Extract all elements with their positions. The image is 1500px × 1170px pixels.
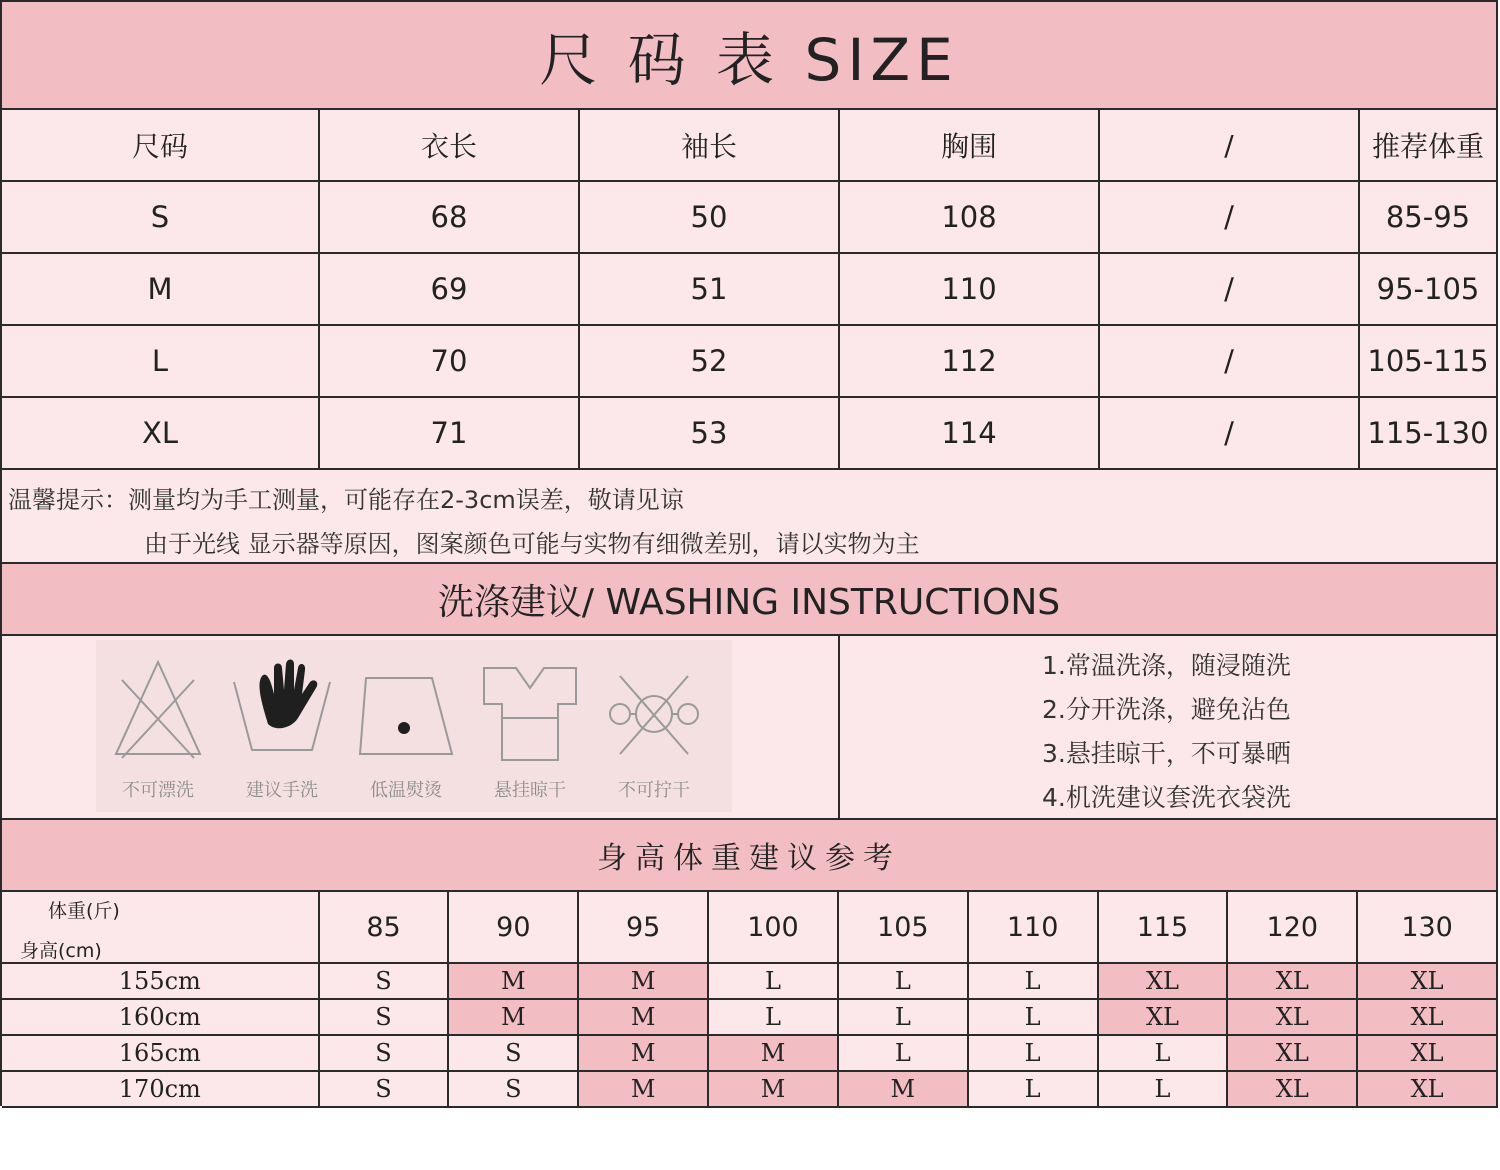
care-icons-strip — [96, 640, 732, 812]
care-icon-label: 建议手洗 — [246, 780, 318, 801]
note-line-2: 由于光线 显示器等原因，图案颜色可能与实物有细微差别，请以实物为主 — [144, 530, 920, 558]
length-cell: 70 — [320, 326, 580, 396]
care-icon-item — [468, 640, 592, 812]
size-header-cell: 尺码 — [2, 110, 320, 180]
care-icon-label: 悬挂晾干 — [494, 780, 566, 801]
recommended-size-cell: XL — [1358, 1000, 1496, 1034]
weight-column-header: 85 — [320, 892, 450, 962]
recommended-size-cell: M — [449, 964, 579, 998]
reference-corner-cell — [2, 892, 320, 962]
recommended-size-cell: M — [579, 1000, 709, 1034]
washing-tip: 4.机洗建议套洗衣袋洗 — [1042, 783, 1291, 812]
recommended-size-cell: L — [709, 1000, 839, 1034]
care-icon-label: 低温熨烫 — [370, 780, 442, 801]
blank-cell: / — [1100, 182, 1360, 252]
recommended-size-cell: XL — [1228, 964, 1358, 998]
size-table-row — [2, 182, 1498, 254]
recommended-size-cell: M — [449, 1000, 579, 1034]
recommended-size-cell: L — [969, 1000, 1099, 1034]
weight-column-header: 95 — [579, 892, 709, 962]
weight-column-header: 120 — [1228, 892, 1358, 962]
recommended-size-cell: M — [709, 1036, 839, 1070]
recommended-size-cell: XL — [1228, 1072, 1358, 1106]
recommended-size-cell: L — [709, 964, 839, 998]
recommended-size-cell: M — [839, 1072, 969, 1106]
size-cell: S — [2, 182, 320, 252]
recommended-size-cell: L — [969, 1036, 1099, 1070]
weight-axis-label: 体重(斤) — [48, 900, 120, 922]
hang-dry-icon — [480, 654, 580, 764]
sleeve-cell: 50 — [580, 182, 840, 252]
care-icon-item — [96, 640, 220, 812]
chest-cell: 110 — [840, 254, 1100, 324]
size-chart-title: 尺 码 表 SIZE — [539, 26, 959, 94]
size-chart-header — [2, 2, 1498, 110]
weight-column-header: 100 — [709, 892, 839, 962]
weight-cell: 105-115 — [1367, 344, 1489, 378]
care-icon-label: 不可漂洗 — [122, 780, 194, 801]
length-cell: 68 — [320, 182, 580, 252]
reference-row — [2, 1036, 1498, 1072]
recommended-size-cell: XL — [1358, 964, 1496, 998]
recommended-size-cell: XL — [1099, 964, 1229, 998]
size-cell: XL — [2, 398, 320, 468]
recommended-size-cell: L — [1099, 1036, 1229, 1070]
recommended-size-cell: L — [839, 1036, 969, 1070]
size-table-row — [2, 326, 1498, 398]
length-cell: 71 — [320, 398, 580, 468]
washing-tip: 1.常温洗涤，随浸随洗 — [1042, 651, 1291, 680]
recommended-size-cell: XL — [1358, 1072, 1496, 1106]
height-cell: 170cm — [2, 1072, 320, 1106]
care-icon-item — [220, 640, 344, 812]
size-table-header-row — [2, 110, 1498, 182]
chest-header-cell: 胸围 — [840, 110, 1100, 180]
recommended-size-cell: S — [449, 1036, 579, 1070]
recommended-size-cell: L — [839, 964, 969, 998]
chest-cell: 112 — [840, 326, 1100, 396]
measurement-notes — [2, 470, 1498, 564]
size-cell: L — [2, 326, 320, 396]
chest-cell: 114 — [840, 398, 1100, 468]
blank-header-cell: / — [1100, 110, 1360, 180]
recommended-size-cell: L — [1099, 1072, 1229, 1106]
weight-column-header: 130 — [1401, 911, 1453, 943]
washing-tips — [1042, 644, 1291, 820]
weight-column-header: 110 — [969, 892, 1099, 962]
care-icon-item — [592, 640, 716, 812]
recommended-size-cell: L — [839, 1000, 969, 1034]
no-bleach-icon — [108, 654, 208, 764]
washing-icons-panel — [2, 636, 840, 818]
sleeve-cell: 51 — [580, 254, 840, 324]
recommended-size-cell: L — [969, 1072, 1099, 1106]
blank-cell: / — [1100, 326, 1360, 396]
recommended-size-cell: M — [579, 964, 709, 998]
reference-row — [2, 964, 1498, 1000]
weight-column-header: 90 — [449, 892, 579, 962]
recommended-size-cell: M — [709, 1072, 839, 1106]
recommended-size-cell: XL — [1099, 1000, 1229, 1034]
sleeve-cell: 52 — [580, 326, 840, 396]
recommended-size-cell: S — [449, 1072, 579, 1106]
washing-section-title: 洗涤建议/ WASHING INSTRUCTIONS — [2, 564, 1498, 636]
weight-column-header: 105 — [839, 892, 969, 962]
washing-tip: 3.悬挂晾干，不可暴晒 — [1042, 739, 1291, 768]
chest-cell: 108 — [840, 182, 1100, 252]
weight-cell: 95-105 — [1376, 272, 1480, 306]
length-header-cell: 衣长 — [320, 110, 580, 180]
weight-column-header: 115 — [1099, 892, 1229, 962]
recommended-size-cell: S — [320, 964, 450, 998]
recommended-size-cell: M — [579, 1036, 709, 1070]
recommended-size-cell: M — [579, 1072, 709, 1106]
recommended-size-cell: XL — [1228, 1036, 1358, 1070]
blank-cell: / — [1100, 254, 1360, 324]
reference-section-title: 身高体重建议参考 — [2, 820, 1498, 892]
weight-cell: 115-130 — [1367, 416, 1489, 450]
recommended-size-cell: L — [969, 964, 1099, 998]
reference-row — [2, 1072, 1498, 1108]
reference-header-row — [2, 892, 1498, 964]
size-table-row — [2, 254, 1498, 326]
recommended-size-cell: S — [320, 1072, 450, 1106]
no-wring-icon — [604, 654, 704, 764]
size-cell: M — [2, 254, 320, 324]
size-table-row — [2, 398, 1498, 470]
weight-cell: 85-95 — [1385, 200, 1471, 234]
height-axis-label: 身高(cm) — [20, 940, 102, 962]
care-icon-item — [344, 640, 468, 812]
height-cell: 155cm — [2, 964, 320, 998]
height-cell: 160cm — [2, 1000, 320, 1034]
recommended-size-cell: S — [320, 1000, 450, 1034]
sleeve-cell: 53 — [580, 398, 840, 468]
recommended-size-cell: XL — [1358, 1036, 1496, 1070]
recommended-size-cell: S — [320, 1036, 450, 1070]
blank-cell: / — [1100, 398, 1360, 468]
sleeve-header-cell: 袖长 — [580, 110, 840, 180]
weight-header-cell: 推荐体重 — [1371, 130, 1484, 163]
recommended-size-cell: XL — [1228, 1000, 1358, 1034]
length-cell: 69 — [320, 254, 580, 324]
care-icon-label: 不可拧干 — [618, 780, 690, 801]
low-iron-icon — [356, 654, 456, 764]
note-line-1: 温馨提示：测量均为手工测量，可能存在2-3cm误差，敬请见谅 — [8, 486, 684, 514]
reference-row — [2, 1000, 1498, 1036]
height-cell: 165cm — [2, 1036, 320, 1070]
washing-tip: 2.分开洗涤，避免沾色 — [1042, 695, 1291, 724]
washing-section — [2, 636, 1498, 820]
hand-wash-icon — [232, 654, 332, 764]
